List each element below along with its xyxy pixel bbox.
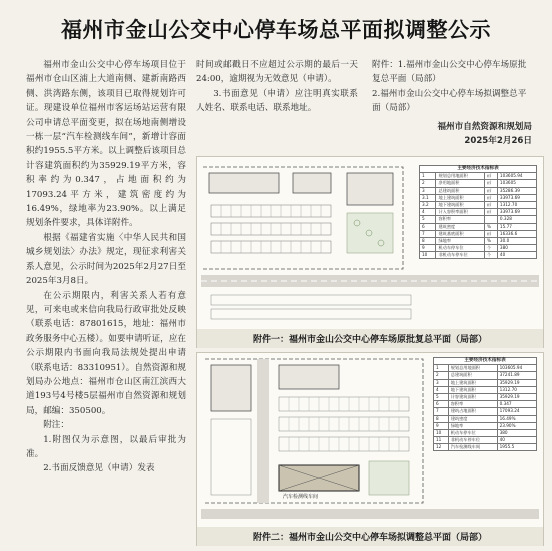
notice-title: 福州市金山公交中心停车场总平面拟调整公示 — [61, 18, 491, 42]
table-title: 主要经济技术指标表 — [434, 358, 537, 365]
table-row: 4 计入容积率面积 ㎡ 33973.69 — [420, 209, 537, 216]
paragraph-feedback: 在公示期限内，利害关系人若有意见，可来电或来信向我局行政审批处反映（联系电话：87801615，地址：福州市政务服务中心五楼）。如要申请听证，应在公示期限内书面向我局法规处提出申请（联系电话：83310951）。自然资源和规划局办公地点：福州市仓山区南江滨西大道193号4号楼5层福州市自然资源和规划局，邮编：350500。 — [26, 290, 186, 416]
notice-attachments — [372, 58, 532, 148]
table-row: 7 建筑基底面积 ㎡ 16336.6 — [420, 230, 537, 237]
issue-date: 2025年2月26日 — [464, 136, 532, 147]
figure-caption-2: 附件二：福州市金山公交中心停车场拟调整总平面（局部） — [197, 527, 543, 546]
paragraph-project: 福州市金山公交中心停车场项目位于福州市仓山区浦上大道南侧、建新南路西侧、洪湾路东侧，该项目已取得规划许可证。现建设单位福州市客运场站运营有限公司申请总平面变更，拟在场地南侧增设一栋一层“汽车检测线车间”，新增计容面积约1955.5平方米。以上调整后该项目总计容建筑面积约为35929.19平方米，容积率约为0.347，占地面积约为17093.24平方米，建筑密度约为16.49%，绿地率为23.90%。以上满足规划条件要求，具体详附件。 — [26, 60, 186, 229]
table-row: 9 绿地率 23.90% — [434, 422, 537, 429]
table-row: 12 汽车检测线车间 1955.5 — [434, 444, 537, 451]
table-row: 2 总建筑面积 37241.89 — [434, 372, 537, 379]
paragraph-deadline: 时间或邮戳日不应超过公示期的最后一天24:00，逾期视为无效意见（申请）。 — [196, 60, 358, 85]
paragraph-legal-basis: 根据《福建省实施〈中华人民共和国城乡规划法〉办法》规定，现征求利害关系人意见，公示时间为2025年2月27日至2025年3月8日。 — [26, 232, 186, 287]
paragraph-note-3: 3.书面意见（申请）应注明真实联系人姓名、联系电话、联系地址。 — [196, 88, 358, 114]
table-row: 1 规划总用地面积 103605.94 — [434, 365, 537, 372]
new-building-label: 汽车检测线车间 — [283, 494, 319, 500]
table-row: 1 规划总用地面积 ㎡ 103605.94 — [420, 173, 537, 180]
table-row: 10 非机动车停车位 个 40 — [420, 252, 537, 259]
paragraph-note-2: 2.书面反馈意见（申请）发表 — [43, 463, 155, 474]
attachment-2: 2.福州市金山公交中心停车场拟调整总平面（局部） — [372, 88, 527, 114]
table-row: 3 地上建筑面积 35929.19 — [434, 379, 537, 386]
indicator-table-adjusted — [433, 357, 537, 451]
notice-body-middle — [196, 58, 358, 116]
table-row: 4 地下建筑面积 1312.70 — [434, 386, 537, 393]
table-row: 6 容积率 0.347 — [434, 401, 537, 408]
issuing-organization: 福州市自然资源和规划局 — [437, 121, 532, 132]
table-row: 3 总建筑面积 ㎡ 35286.39 — [420, 187, 537, 194]
paragraph-note-1: 1.附图仅为示意图，以最后审批为准。 — [26, 434, 186, 459]
table-row: 11 非机动车停车位 40 — [434, 437, 537, 444]
paragraph-notes-heading: 附注： — [43, 420, 69, 431]
table-row: 5 容积率 0.328 — [420, 216, 537, 223]
figure-adjusted-site-plan — [196, 352, 544, 546]
notice-body-left — [26, 58, 186, 546]
table-row: 8 建筑密度 16.49% — [434, 415, 537, 422]
table-title: 主要经济技术指标表 — [420, 166, 537, 173]
indicator-table-original — [419, 165, 537, 259]
table-row: 3.2 地下建筑面积 ㎡ 1312.70 — [420, 201, 537, 208]
table-row: 5 计容建筑面积 35929.19 — [434, 393, 537, 400]
table-row: 7 建筑占地面积 17093.24 — [434, 408, 537, 415]
table-row: 10 机动车停车位 380 — [434, 429, 537, 436]
figure-original-site-plan — [196, 156, 544, 348]
table-row: 3.1 地上建筑面积 ㎡ 33973.69 — [420, 194, 537, 201]
figure-caption-1: 附件一：福州市金山公交中心停车场原批复总平面（局部） — [197, 329, 543, 348]
table-row: 9 机动车停车位 个 380 — [420, 245, 537, 252]
attachment-1: 附件：1.福州市金山公交中心停车场原批复总平面（局部） — [372, 60, 527, 85]
table-row: 8 绿地率 % 30.0 — [420, 237, 537, 244]
table-row: 2 净用地面积 ㎡ 103605 — [420, 180, 537, 187]
table-row: 6 建筑密度 % 15.77 — [420, 223, 537, 230]
